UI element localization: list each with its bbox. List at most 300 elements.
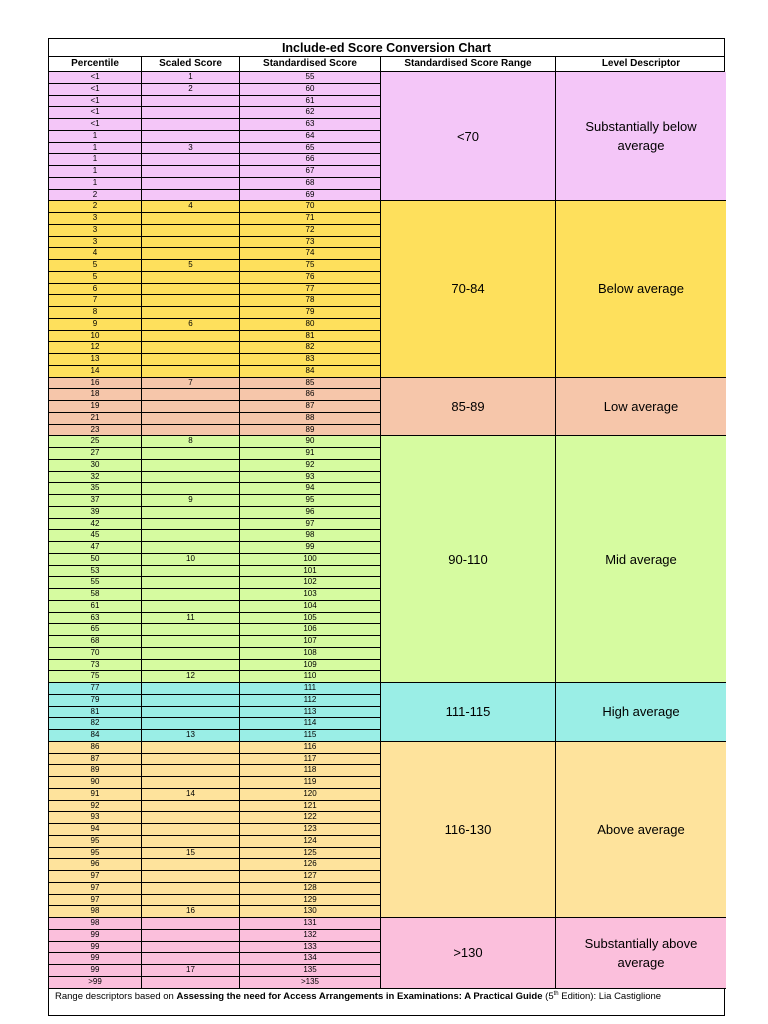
table-row — [49, 413, 381, 425]
range-band — [381, 72, 726, 201]
score-range-label: 70-84 — [381, 201, 556, 376]
percentile-cell: 5 — [49, 272, 142, 283]
conversion-chart-sheet — [48, 38, 725, 1016]
standardised-score-cell: 123 — [240, 824, 381, 835]
chart-title: Include-ed Score Conversion Chart — [49, 39, 724, 57]
percentile-cell: 99 — [49, 930, 142, 941]
scaled-score-cell: 12 — [142, 671, 240, 682]
table-row — [49, 577, 381, 589]
scaled-score-cell: 3 — [142, 143, 240, 154]
percentile-cell: 61 — [49, 601, 142, 612]
table-row — [49, 965, 381, 977]
standardised-score-cell: 118 — [240, 765, 381, 776]
scaled-score-cell: 6 — [142, 319, 240, 330]
range-band — [381, 378, 726, 437]
score-range-label: >130 — [381, 918, 556, 988]
level-descriptor-label: Substantially below average — [585, 119, 697, 154]
table-row — [49, 131, 381, 143]
percentile-cell: 53 — [49, 566, 142, 577]
table-row — [49, 201, 381, 213]
scaled-score-cell — [142, 425, 240, 436]
table-row — [49, 319, 381, 331]
table-row — [49, 742, 381, 754]
scaled-score-cell — [142, 942, 240, 953]
scaled-score-cell — [142, 295, 240, 306]
standardised-score-cell: 85 — [240, 378, 381, 389]
table-row — [49, 777, 381, 789]
percentile-cell: 2 — [49, 201, 142, 212]
header-row — [49, 57, 724, 72]
table-row — [49, 836, 381, 848]
percentile-cell: <1 — [49, 107, 142, 118]
percentile-cell: 25 — [49, 436, 142, 447]
scaled-score-cell — [142, 542, 240, 553]
percentile-cell: 58 — [49, 589, 142, 600]
table-row — [49, 213, 381, 225]
header-level-descriptor: Level Descriptor — [601, 58, 681, 69]
percentile-cell: 35 — [49, 483, 142, 494]
scaled-score-cell: 14 — [142, 789, 240, 800]
scaled-score-cell — [142, 460, 240, 471]
standardised-score-cell: 125 — [240, 848, 381, 859]
scaled-score-cell: 13 — [142, 730, 240, 741]
table-row — [49, 636, 381, 648]
standardised-score-cell: 68 — [240, 178, 381, 189]
header-scaled-score: Scaled Score — [142, 57, 240, 71]
scaled-score-cell — [142, 918, 240, 929]
standardised-score-cell: 92 — [240, 460, 381, 471]
scaled-score-cell — [142, 107, 240, 118]
percentile-cell: 95 — [49, 848, 142, 859]
table-row — [49, 307, 381, 319]
percentile-cell: 45 — [49, 530, 142, 541]
score-range-label: 111-115 — [381, 683, 556, 741]
percentile-cell: 82 — [49, 718, 142, 729]
level-descriptor-label: Above average — [597, 821, 685, 837]
range-band — [381, 201, 726, 377]
standardised-score-cell: 98 — [240, 530, 381, 541]
table-row — [49, 683, 381, 695]
table-row — [49, 178, 381, 190]
header-standardised-score: Standardised Score — [240, 57, 381, 71]
table-row — [49, 848, 381, 860]
percentile-cell: 99 — [49, 953, 142, 964]
footer-edition-open: (5 — [542, 991, 554, 1003]
standardised-score-cell: 119 — [240, 777, 381, 788]
score-range-label: 85-89 — [381, 378, 556, 436]
table-row — [49, 354, 381, 366]
percentile-cell: 30 — [49, 460, 142, 471]
scaled-score-cell — [142, 624, 240, 635]
table-row — [49, 331, 381, 343]
scaled-score-cell — [142, 248, 240, 259]
table-row — [49, 695, 381, 707]
scaled-score-cell — [142, 812, 240, 823]
scaled-score-cell — [142, 871, 240, 882]
percentile-cell: 89 — [49, 765, 142, 776]
standardised-score-cell: 76 — [240, 272, 381, 283]
standardised-score-cell: 74 — [240, 248, 381, 259]
percentile-cell: 92 — [49, 801, 142, 812]
table-row — [49, 448, 381, 460]
standardised-score-cell: 100 — [240, 554, 381, 565]
level-descriptor-label: Mid average — [605, 551, 677, 567]
standardised-score-cell: 101 — [240, 566, 381, 577]
standardised-score-cell: 126 — [240, 859, 381, 870]
table-row — [49, 754, 381, 766]
standardised-score-cell: 97 — [240, 519, 381, 530]
standardised-score-cell: 88 — [240, 413, 381, 424]
percentile-cell: 6 — [49, 284, 142, 295]
scaled-score-cell — [142, 648, 240, 659]
scaled-score-cell: 5 — [142, 260, 240, 271]
standardised-score-cell: 106 — [240, 624, 381, 635]
percentile-cell: 94 — [49, 824, 142, 835]
scaled-score-cell — [142, 178, 240, 189]
standardised-score-cell: 129 — [240, 895, 381, 906]
percentile-cell: 21 — [49, 413, 142, 424]
scaled-score-cell — [142, 507, 240, 518]
percentile-cell: 1 — [49, 178, 142, 189]
standardised-score-cell: 132 — [240, 930, 381, 941]
percentile-cell: >99 — [49, 977, 142, 988]
table-row — [49, 519, 381, 531]
table-row — [49, 942, 381, 954]
table-row — [49, 436, 381, 448]
percentile-cell: 81 — [49, 707, 142, 718]
standardised-score-cell: 61 — [240, 96, 381, 107]
scaled-score-cell — [142, 401, 240, 412]
table-row — [49, 507, 381, 519]
table-row — [49, 378, 381, 390]
standardised-score-cell: 86 — [240, 389, 381, 400]
table-row — [49, 84, 381, 96]
table-row — [49, 225, 381, 237]
standardised-score-cell: 104 — [240, 601, 381, 612]
standardised-score-cell: 69 — [240, 190, 381, 201]
table-row — [49, 96, 381, 108]
percentile-cell: 7 — [49, 295, 142, 306]
scaled-score-cell — [142, 695, 240, 706]
table-row — [49, 483, 381, 495]
standardised-score-cell: 82 — [240, 342, 381, 353]
percentile-cell: 79 — [49, 695, 142, 706]
table-row — [49, 859, 381, 871]
percentile-cell: 10 — [49, 331, 142, 342]
standardised-score-cell: 70 — [240, 201, 381, 212]
standardised-score-cell: 115 — [240, 730, 381, 741]
table-row — [49, 812, 381, 824]
score-range-label: <70 — [381, 72, 556, 200]
standardised-score-cell: 91 — [240, 448, 381, 459]
scaled-score-cell — [142, 284, 240, 295]
footer-edition-sup: th — [553, 991, 559, 997]
percentile-cell: 98 — [49, 918, 142, 929]
percentile-cell: 87 — [49, 754, 142, 765]
percentile-cell: 32 — [49, 472, 142, 483]
scaled-score-cell: 8 — [142, 436, 240, 447]
scaled-score-cell — [142, 660, 240, 671]
standardised-score-cell: 124 — [240, 836, 381, 847]
scaled-score-cell — [142, 190, 240, 201]
table-row — [49, 366, 381, 378]
percentile-cell: 68 — [49, 636, 142, 647]
scaled-score-cell: 4 — [142, 201, 240, 212]
scaled-score-cell — [142, 718, 240, 729]
standardised-score-cell: 78 — [240, 295, 381, 306]
percentile-cell: 55 — [49, 577, 142, 588]
percentile-cell: <1 — [49, 119, 142, 130]
scaled-score-cell: 10 — [142, 554, 240, 565]
scaled-score-cell — [142, 413, 240, 424]
percentile-cell: 42 — [49, 519, 142, 530]
table-row — [49, 107, 381, 119]
table-row — [49, 401, 381, 413]
scaled-score-cell: 15 — [142, 848, 240, 859]
standardised-score-cell: 66 — [240, 154, 381, 165]
table-row — [49, 601, 381, 613]
scaled-score-cell — [142, 930, 240, 941]
table-row — [49, 589, 381, 601]
standardised-score-cell: 130 — [240, 906, 381, 917]
table-row — [49, 260, 381, 272]
table-row — [49, 930, 381, 942]
standardised-score-cell: 117 — [240, 754, 381, 765]
percentile-cell: 96 — [49, 859, 142, 870]
percentile-cell: 14 — [49, 366, 142, 377]
scaled-score-cell — [142, 96, 240, 107]
scaled-score-cell — [142, 237, 240, 248]
scaled-score-cell: 1 — [142, 72, 240, 83]
scaled-score-cell — [142, 824, 240, 835]
percentile-cell: 1 — [49, 154, 142, 165]
scaled-score-cell: 9 — [142, 495, 240, 506]
table-row — [49, 530, 381, 542]
score-range-label: 116-130 — [381, 742, 556, 917]
scaled-score-cell — [142, 213, 240, 224]
table-row — [49, 284, 381, 296]
scaled-score-cell — [142, 883, 240, 894]
percentile-cell: 3 — [49, 213, 142, 224]
scaled-score-cell — [142, 331, 240, 342]
percentile-cell: 63 — [49, 613, 142, 624]
scaled-score-cell — [142, 636, 240, 647]
standardised-score-cell: 73 — [240, 237, 381, 248]
level-descriptor-label: Substantially above average — [584, 935, 698, 970]
range-band — [381, 683, 726, 742]
percentile-cell: 73 — [49, 660, 142, 671]
scaled-score-cell: 2 — [142, 84, 240, 95]
percentile-cell: 2 — [49, 190, 142, 201]
level-descriptor-label: High average — [602, 704, 680, 720]
percentile-cell: 3 — [49, 237, 142, 248]
standardised-score-cell: 89 — [240, 425, 381, 436]
scaled-score-cell — [142, 272, 240, 283]
standardised-score-cell: 65 — [240, 143, 381, 154]
percentile-cell: 19 — [49, 401, 142, 412]
percentile-cell: 90 — [49, 777, 142, 788]
percentile-cell: 75 — [49, 671, 142, 682]
table-row — [49, 765, 381, 777]
percentile-cell: 16 — [49, 378, 142, 389]
table-row — [49, 554, 381, 566]
percentile-cell: <1 — [49, 96, 142, 107]
table-row — [49, 190, 381, 202]
table-row — [49, 295, 381, 307]
scaled-score-cell — [142, 366, 240, 377]
table-row — [49, 72, 381, 84]
percentile-cell: 9 — [49, 319, 142, 330]
percentile-cell: 3 — [49, 225, 142, 236]
scaled-score-cell — [142, 483, 240, 494]
scaled-score-cell — [142, 389, 240, 400]
scaled-score-cell — [142, 953, 240, 964]
percentile-cell: 18 — [49, 389, 142, 400]
standardised-score-cell: 80 — [240, 319, 381, 330]
percentile-cell: 98 — [49, 906, 142, 917]
standardised-score-cell: 77 — [240, 284, 381, 295]
scaled-score-cell — [142, 895, 240, 906]
table-row — [49, 871, 381, 883]
table-row — [49, 566, 381, 578]
standardised-score-cell: 108 — [240, 648, 381, 659]
percentile-cell: <1 — [49, 72, 142, 83]
table-row — [49, 248, 381, 260]
table-row — [49, 166, 381, 178]
table-row — [49, 718, 381, 730]
percentile-cell: 5 — [49, 260, 142, 271]
scaled-score-cell — [142, 601, 240, 612]
percentile-cell: 86 — [49, 742, 142, 753]
level-descriptor-label: Below average — [598, 281, 684, 297]
standardised-score-cell: 113 — [240, 707, 381, 718]
percentile-cell: 97 — [49, 895, 142, 906]
table-row — [49, 425, 381, 437]
table-row — [49, 154, 381, 166]
table-row — [49, 824, 381, 836]
table-row — [49, 119, 381, 131]
standardised-score-cell: 128 — [240, 883, 381, 894]
standardised-score-cell: 105 — [240, 613, 381, 624]
standardised-score-cell: 103 — [240, 589, 381, 600]
scaled-score-cell — [142, 859, 240, 870]
footer-book-title: Assessing the need for Access Arrangements in Examinations: A Practical Guide — [176, 991, 543, 1003]
standardised-score-cell: 127 — [240, 871, 381, 882]
percentile-cell: 84 — [49, 730, 142, 741]
percentile-cell: 70 — [49, 648, 142, 659]
percentile-cell: 99 — [49, 942, 142, 953]
standardised-score-cell: 71 — [240, 213, 381, 224]
standardised-score-cell: 84 — [240, 366, 381, 377]
percentile-cell: 13 — [49, 354, 142, 365]
table-row — [49, 389, 381, 401]
scaled-score-cell — [142, 448, 240, 459]
scaled-score-cell — [142, 472, 240, 483]
standardised-score-cell: 133 — [240, 942, 381, 953]
footer-prefix: Range descriptors based on — [55, 991, 177, 1003]
percentile-cell: 47 — [49, 542, 142, 553]
standardised-score-cell: 134 — [240, 953, 381, 964]
table-row — [49, 671, 381, 683]
table-row — [49, 237, 381, 249]
scaled-score-cell — [142, 354, 240, 365]
percentile-cell: 91 — [49, 789, 142, 800]
table-row — [49, 895, 381, 907]
table-row — [49, 342, 381, 354]
standardised-score-cell: 135 — [240, 965, 381, 976]
standardised-score-cell: 114 — [240, 718, 381, 729]
scaled-score-cell — [142, 342, 240, 353]
standardised-score-cell: 116 — [240, 742, 381, 753]
standardised-score-cell: 109 — [240, 660, 381, 671]
standardised-score-cell: 60 — [240, 84, 381, 95]
scaled-score-cell — [142, 754, 240, 765]
scaled-score-cell — [142, 707, 240, 718]
table-row — [49, 953, 381, 965]
standardised-score-cell: 110 — [240, 671, 381, 682]
standardised-score-cell: 102 — [240, 577, 381, 588]
percentile-cell: 50 — [49, 554, 142, 565]
scaled-score-cell — [142, 166, 240, 177]
standardised-score-cell: 122 — [240, 812, 381, 823]
footer-note — [55, 986, 661, 1015]
standardised-score-cell: 79 — [240, 307, 381, 318]
percentile-cell: 1 — [49, 131, 142, 142]
percentile-cell: 65 — [49, 624, 142, 635]
standardised-score-cell: 87 — [240, 401, 381, 412]
standardised-score-cell: 111 — [240, 683, 381, 694]
scaled-score-cell: 11 — [142, 613, 240, 624]
scaled-score-cell — [142, 530, 240, 541]
standardised-score-cell: 90 — [240, 436, 381, 447]
standardised-score-cell: 94 — [240, 483, 381, 494]
range-band — [381, 742, 726, 918]
percentile-cell: 12 — [49, 342, 142, 353]
percentile-cell: 1 — [49, 166, 142, 177]
scaled-score-cell: 17 — [142, 965, 240, 976]
percentile-cell: 23 — [49, 425, 142, 436]
standardised-score-cell: 55 — [240, 72, 381, 83]
standardised-score-cell: 96 — [240, 507, 381, 518]
percentile-cell: 1 — [49, 143, 142, 154]
standardised-score-cell: 107 — [240, 636, 381, 647]
standardised-score-cell: 93 — [240, 472, 381, 483]
scaled-score-cell — [142, 519, 240, 530]
table-row — [49, 624, 381, 636]
standardised-score-cell: 64 — [240, 131, 381, 142]
scaled-score-cell — [142, 801, 240, 812]
standardised-score-cell: >135 — [240, 977, 381, 988]
level-descriptor-label: Low average — [603, 398, 679, 414]
table-row — [49, 648, 381, 660]
percentile-cell: 97 — [49, 871, 142, 882]
standardised-score-cell: 112 — [240, 695, 381, 706]
standardised-score-cell: 63 — [240, 119, 381, 130]
standardised-score-cell: 99 — [240, 542, 381, 553]
percentile-cell: 97 — [49, 883, 142, 894]
scaled-score-cell — [142, 742, 240, 753]
percentile-cell: 95 — [49, 836, 142, 847]
table-row — [49, 272, 381, 284]
percentile-cell: 27 — [49, 448, 142, 459]
table-row — [49, 707, 381, 719]
header-score-range: Standardised Score Range — [381, 57, 556, 71]
table-row — [49, 460, 381, 472]
standardised-score-cell: 120 — [240, 789, 381, 800]
percentile-cell: 39 — [49, 507, 142, 518]
footer-edition-close: Edition): Lia Castiglione — [558, 991, 662, 1003]
table-row — [49, 472, 381, 484]
